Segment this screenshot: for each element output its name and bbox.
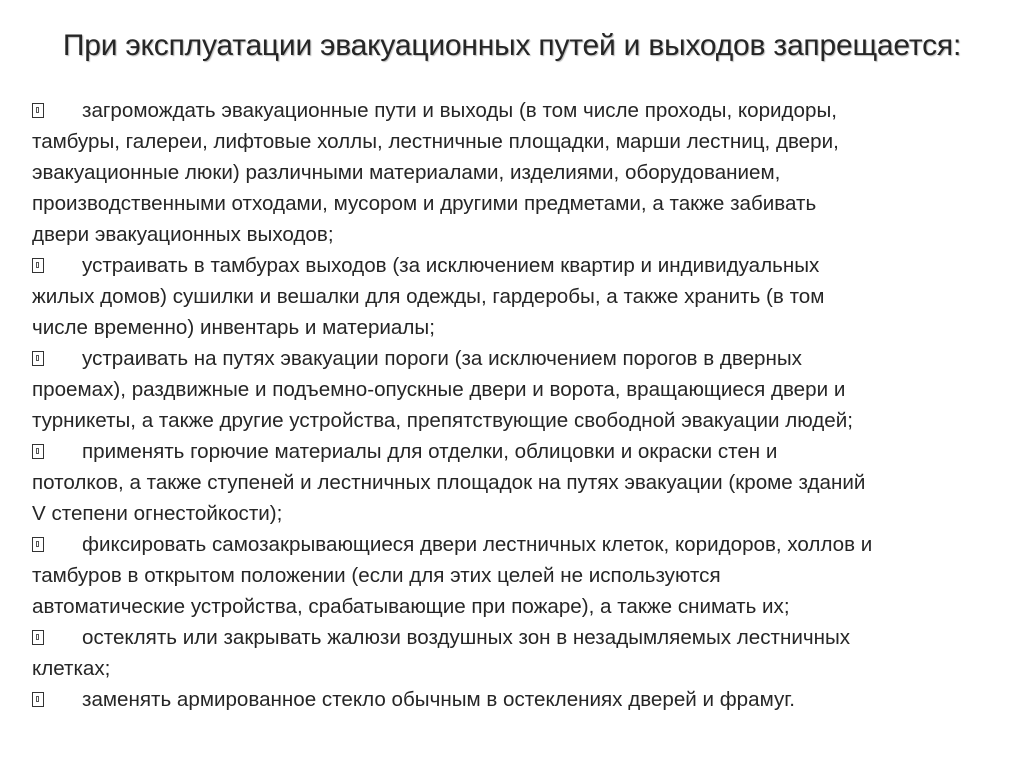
list-item-line — [32, 126, 1000, 157]
list-item-text: тамбуры, галереи, лифтовые холлы, лестничные площадки, марши лестниц, двери, — [32, 130, 839, 153]
list-item-text: фиксировать самозакрывающиеся двери лестничных клеток, коридоров, холлов и — [82, 533, 873, 556]
list-item-line — [32, 498, 1000, 529]
square-bullet-icon — [32, 103, 44, 118]
list-item — [32, 529, 1000, 622]
list-item-text: заменять армированное стекло обычным в остеклениях дверей и фрамуг. — [82, 688, 795, 711]
list-item-line — [32, 95, 1000, 126]
list-item — [32, 684, 1000, 715]
square-bullet-icon — [32, 630, 44, 645]
list-item-text: устраивать в тамбурах выходов (за исключением квартир и индивидуальных — [82, 254, 820, 277]
list-item-line — [32, 157, 1000, 188]
list-item-text: загромождать эвакуационные пути и выходы (в том числе проходы, коридоры, — [82, 99, 837, 122]
list-item-text: производственными отходами, мусором и другими предметами, а также забивать — [32, 192, 817, 215]
list-item-line — [32, 219, 1000, 250]
prohibition-list — [32, 95, 1000, 715]
list-item-line — [32, 312, 1000, 343]
list-item-line — [32, 343, 1000, 374]
list-item — [32, 436, 1000, 529]
list-item-text: двери эвакуационных выходов; — [32, 223, 334, 246]
slide-title: При эксплуатации эвакуационных путей и выходов запрещается: — [62, 29, 962, 62]
square-bullet-icon — [32, 444, 44, 459]
list-item-line — [32, 529, 1000, 560]
list-item-text: автоматические устройства, срабатывающие при пожаре), а также снимать их; — [32, 595, 790, 618]
list-item-text: клетках; — [32, 657, 111, 680]
list-item-text: числе временно) инвентарь и материалы; — [32, 316, 435, 339]
list-item-line — [32, 653, 1000, 684]
list-item-text: турникеты, а также другие устройства, препятствующие свободной эвакуации людей; — [32, 409, 853, 432]
square-bullet-icon — [32, 692, 44, 707]
list-item-line — [32, 684, 1000, 715]
list-item-line — [32, 622, 1000, 653]
list-item-line — [32, 250, 1000, 281]
list-item-text: V степени огнестойкости); — [32, 502, 283, 525]
list-item-text: проемах), раздвижные и подъемно-опускные двери и ворота, вращающиеся двери и — [32, 378, 846, 401]
list-item-line — [32, 436, 1000, 467]
list-item-text: жилых домов) сушилки и вешалки для одежды, гардеробы, а также хранить (в том — [32, 285, 825, 308]
list-item — [32, 622, 1000, 684]
list-item-text: применять горючие материалы для отделки, облицовки и окраски стен и — [82, 440, 778, 463]
list-item-line — [32, 591, 1000, 622]
list-item-line — [32, 467, 1000, 498]
list-item-line — [32, 374, 1000, 405]
list-item-text: эвакуационные люки) различными материалами, изделиями, оборудованием, — [32, 161, 781, 184]
list-item-text: тамбуров в открытом положении (если для этих целей не используются — [32, 564, 721, 587]
list-item — [32, 250, 1000, 343]
square-bullet-icon — [32, 351, 44, 366]
list-item-text: остеклять или закрывать жалюзи воздушных зон в незадымляемых лестничных — [82, 626, 851, 649]
list-item-line — [32, 560, 1000, 591]
list-item-text: устраивать на путях эвакуации пороги (за исключением порогов в дверных — [82, 347, 802, 370]
list-item-line — [32, 405, 1000, 436]
list-item-line — [32, 281, 1000, 312]
list-item-line — [32, 188, 1000, 219]
list-item — [32, 343, 1000, 436]
square-bullet-icon — [32, 258, 44, 273]
list-item-text: потолков, а также ступеней и лестничных площадок на путях эвакуации (кроме зданий — [32, 471, 866, 494]
square-bullet-icon — [32, 537, 44, 552]
list-item — [32, 95, 1000, 250]
